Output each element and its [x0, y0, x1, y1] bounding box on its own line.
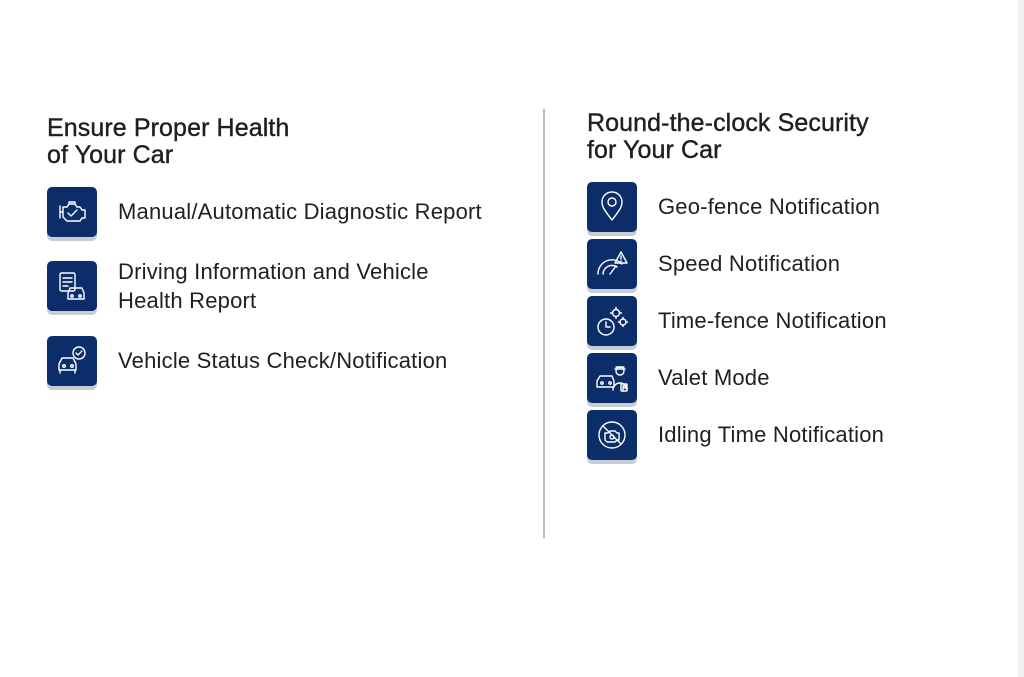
- idle-engine-icon: [587, 410, 637, 460]
- vehicle-status-icon: [47, 336, 97, 386]
- feature-time-fence: [587, 295, 1007, 346]
- health-section-title: [47, 115, 527, 169]
- security-feature-list: [587, 181, 1007, 460]
- feature-geo-fence: [587, 181, 1007, 232]
- feature-label: Vehicle Status Check/Notification: [118, 348, 448, 373]
- valet-icon: [587, 353, 637, 403]
- health-title-line-1: Ensure Proper Health: [47, 114, 290, 142]
- feature-label: Idling Time Notification: [658, 422, 885, 447]
- feature-label: Time-fence Notification: [658, 308, 887, 333]
- location-pin-icon: [587, 182, 637, 232]
- feature-label-line-2: Health Report: [118, 288, 257, 313]
- security-section-title: [587, 110, 1007, 164]
- feature-label: Speed Notification: [658, 251, 841, 276]
- speedometer-icon: [587, 239, 637, 289]
- feature-label: Manual/Automatic Diagnostic Report: [118, 199, 482, 224]
- feature-vehicle-status: [47, 335, 527, 386]
- health-feature-list: [47, 186, 527, 386]
- health-title-line-2: of Your Car: [47, 141, 174, 169]
- feature-label: [118, 257, 429, 315]
- feature-driving-information: [47, 257, 527, 315]
- security-title-line-2: for Your Car: [587, 136, 722, 164]
- engine-check-icon: [47, 187, 97, 237]
- section-divider: [543, 109, 545, 538]
- clock-gears-icon: [587, 296, 637, 346]
- page-edge-strip: [1018, 0, 1024, 677]
- security-section: [587, 110, 1007, 466]
- security-title-line-1: Round-the-clock Security: [587, 109, 869, 137]
- feature-idling-time: [587, 409, 1007, 460]
- feature-label-line-1: Driving Information and Vehicle: [118, 259, 429, 284]
- feature-label: Geo-fence Notification: [658, 194, 881, 219]
- vehicle-report-icon: [47, 261, 97, 311]
- feature-diagnostic-report: [47, 186, 527, 237]
- feature-speed: [587, 238, 1007, 289]
- health-section: [47, 115, 527, 406]
- feature-valet-mode: [587, 352, 1007, 403]
- feature-label: Valet Mode: [658, 365, 770, 390]
